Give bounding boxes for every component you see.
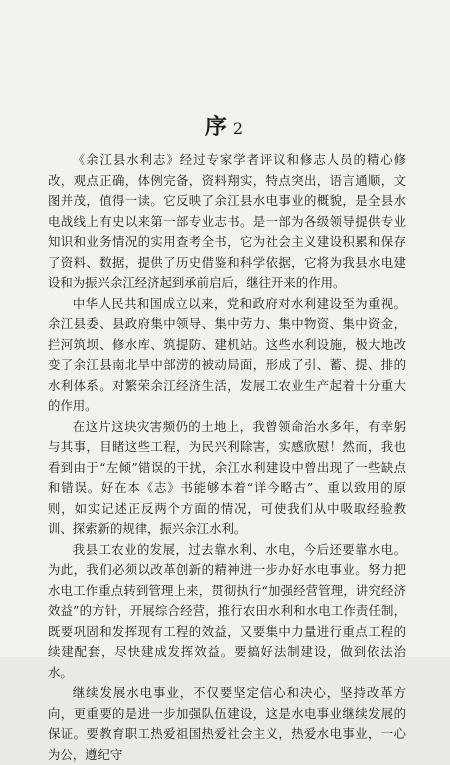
paragraph: 《余江县水利志》经过专家学者评议和修志人员的精心修改，观点正确，体例完备，资料翔实，特点突出，语言通顺，文图并茂，值得一读。它反映了余江县水电事业的概貌，是全县水电战线上有史以来第一部专业志书。是一部为各级领导提供专业知识和业务情况的实用查考全书，它为社会主义建设积累和保存了资料、数据，提供了历史借鉴和科学依据，它将为我县水电建设和为振兴余江经济起到承前启后，继往开来的作用。	[48, 152, 406, 290]
paragraph: 继续发展水电事业，不仅要坚定信心和决心，坚持改革方向，更重要的是进一步加强队伍建设，这是水电事业继续发展的保证。要教育职工热爱祖国热爱社会主义，热爱水电事业，一心为公，遵纪守	[48, 685, 406, 762]
paragraph: 中华人民共和国成立以来，党和政府对水利建设至为重视。余江县委、县政府集中领导、集中劳力、集中物资、集中资金，拦河筑坝、修水库、筑提防、建机站。这些水利设施，极大地改变了余江县南北旱中部涝的被动局面，形成了引、蓄、提、排的水利体系。对繁荣余江经济生活，发展工农业生产起着十分重大的作用。	[48, 295, 406, 413]
title-text: 序	[204, 114, 229, 140]
paragraph: 在这片这块灾害频仍的土地上，我曾领命治水多年，有幸躬与其事，目睹这些工程，为民兴利除害，实感欣慰！然而，我也看到由于“左倾”错误的干扰，余江水利建设中曾出现了一些缺点和错误。好在本《志》书能够本着“详今略古”、重以致用的原则，如实记述正反两个方面的情况，可使我们从中吸取经验教训、探索新的规律，振兴余江水利。	[48, 418, 406, 536]
title-number: 2	[232, 119, 246, 138]
paragraph: 我县工农业的发展，过去靠水利、水电，今后还要靠水电。为此，我们必须以改革创新的精神进一步办好水电事业。努力把水电工作重点转到管理上来，贯彻执行“加强经营管理，讲究经济效益”的方针，开展综合经营，推行农田水利和水电工作责任制，既要巩固和发挥现有工程的效益，又要集中力量进行重点工程的续建配套，尽快建成发挥效益。要搞好法制建设，做到依法治水。	[48, 541, 406, 680]
page-title	[0, 110, 450, 141]
preface-body	[48, 150, 406, 765]
